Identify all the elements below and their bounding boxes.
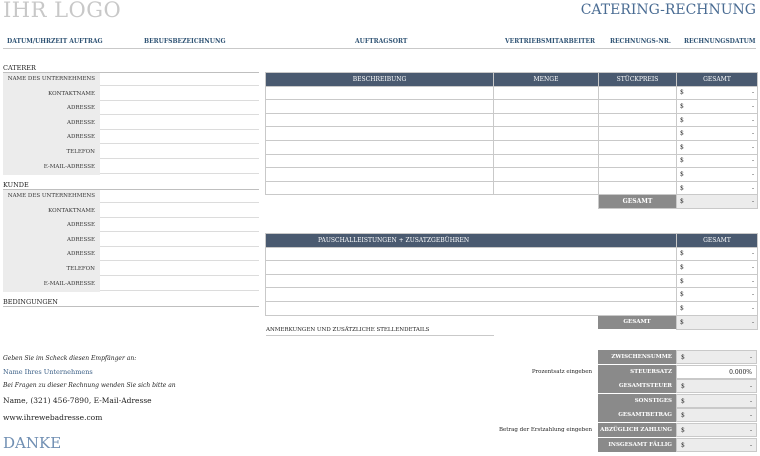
currency-symbol: $	[680, 263, 684, 271]
description-cell[interactable]	[266, 100, 494, 114]
company-name: Name Ihres Unternehmens	[3, 368, 93, 376]
fees-table	[265, 233, 758, 330]
row-total-cell	[677, 168, 758, 182]
summary-hint: Prozentsatz eingeben	[531, 368, 592, 375]
thanks: DANKE	[3, 434, 62, 452]
quantity-cell[interactable]	[494, 86, 599, 100]
row-total-cell	[677, 113, 758, 127]
currency-symbol: $	[680, 116, 684, 124]
unit-price-cell[interactable]	[599, 154, 677, 168]
description-cell[interactable]	[266, 127, 494, 141]
table-row	[266, 127, 758, 141]
currency-symbol: $	[680, 318, 684, 326]
header-job-title: BERUFSBEZEICHNUNG	[144, 38, 226, 45]
summary-value	[676, 379, 757, 393]
fee-total-cell	[677, 247, 758, 261]
field-value-line[interactable]	[100, 129, 259, 130]
field-value-line[interactable]	[100, 143, 259, 144]
field-value-line[interactable]	[100, 100, 259, 101]
row-total-cell	[677, 127, 758, 141]
currency-symbol: $	[680, 250, 684, 258]
col-fees-total: GESAMT	[677, 234, 758, 248]
field-value-line[interactable]	[100, 260, 259, 261]
quantity-cell[interactable]	[494, 127, 599, 141]
fees-total-value	[677, 315, 758, 329]
header-invoice-number: RECHNUNGS-NR.	[610, 38, 671, 45]
items-table	[265, 72, 758, 209]
amount: 0.000%	[729, 368, 752, 376]
table-row	[266, 140, 758, 154]
table-row	[266, 288, 758, 302]
currency-symbol: $	[680, 198, 684, 206]
summary-value	[676, 350, 757, 364]
field-label: TELEFON	[66, 149, 95, 155]
table-row	[266, 301, 758, 315]
field-value-line[interactable]	[100, 231, 259, 232]
field-value-line[interactable]	[100, 217, 259, 218]
field-label: KONTAKTNAME	[48, 90, 95, 97]
field-label: KONTAKTNAME	[48, 207, 95, 214]
amount: -	[751, 198, 754, 206]
description-cell[interactable]	[266, 140, 494, 154]
currency-symbol: $	[681, 441, 685, 449]
summary-hint: Betrag der Erstzahlung eingeben	[499, 427, 592, 433]
description-cell[interactable]	[266, 154, 494, 168]
fee-total-cell	[677, 288, 758, 302]
currency-symbol: $	[680, 277, 684, 285]
amount: -	[751, 318, 754, 326]
table-row	[266, 247, 758, 261]
field-label: E-MAIL-ADRESSE	[43, 163, 95, 170]
summary-label: INSGESAMT FÄLLIG	[598, 438, 676, 453]
field-label: ADRESSE	[67, 119, 95, 126]
unit-price-cell[interactable]	[599, 86, 677, 100]
currency-symbol: $	[680, 89, 684, 97]
quantity-cell[interactable]	[494, 140, 599, 154]
amount: -	[751, 170, 754, 178]
table-row	[266, 168, 758, 182]
amount: -	[751, 184, 754, 192]
field-value-line[interactable]	[100, 114, 259, 115]
amount: -	[751, 89, 754, 97]
currency-symbol: $	[681, 383, 685, 391]
field-label: NAME DES UNTERNEHMENS	[7, 193, 95, 199]
items-total-label: GESAMT	[599, 195, 677, 209]
field-value-line[interactable]	[100, 275, 259, 276]
quantity-cell[interactable]	[494, 100, 599, 114]
field-label: ADRESSE	[67, 105, 95, 112]
amount: -	[751, 304, 754, 312]
field-label: ADRESSE	[67, 222, 95, 229]
currency-symbol: $	[680, 184, 684, 192]
currency-symbol: $	[681, 412, 685, 420]
items-total-value	[677, 195, 758, 209]
description-cell[interactable]	[266, 113, 494, 127]
table-row	[266, 274, 758, 288]
terms-divider	[3, 306, 259, 307]
currency-symbol: $	[680, 102, 684, 110]
table-row	[266, 181, 758, 195]
amount: -	[751, 116, 754, 124]
unit-price-cell[interactable]	[599, 113, 677, 127]
field-value-line[interactable]	[100, 85, 259, 86]
check-note: Geben Sie im Scheck diesen Empfänger an:	[3, 355, 137, 362]
amount: -	[749, 397, 752, 405]
table-row	[266, 86, 758, 100]
currency-symbol: $	[680, 291, 684, 299]
currency-symbol: $	[680, 143, 684, 151]
questions-note: Bei Fragen zu dieser Rechnung wenden Sie sich bitte an	[3, 382, 176, 389]
summary-label: ABZÜGLICH ZAHLUNG	[598, 423, 676, 438]
currency-symbol: $	[680, 170, 684, 178]
field-value-line[interactable]	[100, 158, 259, 159]
row-total-cell	[677, 86, 758, 100]
unit-price-cell[interactable]	[599, 140, 677, 154]
row-total-cell	[677, 140, 758, 154]
row-total-cell	[677, 100, 758, 114]
unit-price-cell[interactable]	[599, 168, 677, 182]
amount: -	[751, 157, 754, 165]
row-total-cell	[677, 154, 758, 168]
caterer-title: CATERER	[3, 64, 36, 72]
field-value-line[interactable]	[100, 202, 259, 203]
table-row	[266, 261, 758, 275]
customer-title: KUNDE	[3, 181, 29, 189]
col-total: GESAMT	[677, 73, 758, 87]
items-total-row	[266, 195, 758, 209]
fee-description-cell[interactable]	[266, 274, 677, 288]
fee-total-cell	[677, 301, 758, 315]
invoice-title: CATERING-RECHNUNG	[580, 2, 756, 18]
fees-total-label: GESAMT	[598, 316, 676, 330]
amount: -	[749, 354, 752, 361]
header-invoice-date: RECHNUNGSDATUM	[684, 38, 756, 45]
quantity-cell[interactable]	[494, 181, 599, 195]
field-value-line[interactable]	[100, 290, 259, 291]
summary-value	[676, 394, 757, 408]
currency-symbol: $	[680, 130, 684, 138]
unit-price-cell[interactable]	[599, 127, 677, 141]
description-cell[interactable]	[266, 168, 494, 182]
website[interactable]: www.ihrewebadresse.com	[3, 413, 103, 422]
currency-symbol: $	[681, 354, 685, 361]
col-unit-price: STÜCKPREIS	[599, 73, 677, 87]
fee-description-cell[interactable]	[266, 261, 677, 275]
summary-label: SONSTIGES	[598, 394, 676, 409]
summary-value	[676, 438, 757, 452]
amount: -	[749, 427, 752, 434]
amount: -	[751, 102, 754, 110]
unit-price-cell[interactable]	[599, 181, 677, 195]
field-label: ADRESSE	[67, 251, 95, 258]
table-row	[266, 113, 758, 127]
amount: -	[751, 130, 754, 138]
row-total-cell	[677, 181, 758, 195]
amount: -	[751, 263, 754, 271]
header-order-datetime: DATUM/UHRZEIT AUFTRAG	[7, 38, 103, 45]
notes-label: ANMERKUNGEN UND ZUSÄTZLICHE STELLENDETAILS	[266, 327, 494, 336]
field-value-line[interactable]	[100, 246, 259, 247]
amount: -	[751, 291, 754, 299]
summary-label: GESAMTSTEUER	[598, 379, 676, 394]
field-value-line[interactable]	[100, 173, 259, 174]
field-label: NAME DES UNTERNEHMENS	[7, 76, 95, 82]
fee-description-cell[interactable]	[266, 247, 677, 261]
contact-line: Name, (321) 456-7890, E-Mail-Adresse	[3, 396, 152, 405]
currency-symbol: $	[681, 397, 685, 405]
currency-symbol: $	[680, 304, 684, 312]
amount: -	[749, 383, 752, 391]
summary-value[interactable]	[676, 365, 757, 379]
summary-label: ZWISCHENSUMME	[598, 350, 676, 365]
summary-value[interactable]	[676, 423, 757, 437]
description-cell[interactable]	[266, 86, 494, 100]
currency-symbol: $	[680, 157, 684, 165]
quantity-cell[interactable]	[494, 113, 599, 127]
field-label: TELEFON	[66, 266, 95, 272]
field-label: ADRESSE	[67, 236, 95, 243]
currency-symbol: $	[681, 427, 685, 434]
header-order-location: AUFTRAGSORT	[355, 38, 408, 45]
logo: IHR LOGO	[3, 0, 122, 22]
unit-price-cell[interactable]	[599, 100, 677, 114]
terms-title: BEDINGUNGEN	[3, 298, 58, 306]
col-quantity: MENGE	[494, 73, 599, 87]
field-label: ADRESSE	[67, 134, 95, 141]
summary-value	[676, 408, 757, 422]
table-row	[266, 154, 758, 168]
fee-description-cell[interactable]	[266, 288, 677, 302]
header-sales-rep: VERTRIEBSMITARBEITER	[505, 38, 596, 45]
col-description: BESCHREIBUNG	[266, 73, 494, 87]
summary-label: STEUERSATZ	[598, 365, 676, 380]
amount: -	[751, 143, 754, 151]
quantity-cell[interactable]	[494, 154, 599, 168]
fee-total-cell	[677, 261, 758, 275]
description-cell[interactable]	[266, 181, 494, 195]
amount: -	[751, 277, 754, 285]
field-label: E-MAIL-ADRESSE	[43, 280, 95, 287]
fee-total-cell	[677, 274, 758, 288]
amount: -	[751, 250, 754, 258]
fee-description-cell[interactable]	[266, 301, 677, 315]
summary-label: GESAMTBETRAG	[598, 408, 676, 423]
quantity-cell[interactable]	[494, 168, 599, 182]
table-row	[266, 100, 758, 114]
amount: -	[749, 412, 752, 420]
amount: -	[749, 441, 752, 449]
col-flat-fees: PAUSCHALLEISTUNGEN + ZUSATZGEBÜHREN	[266, 234, 677, 248]
